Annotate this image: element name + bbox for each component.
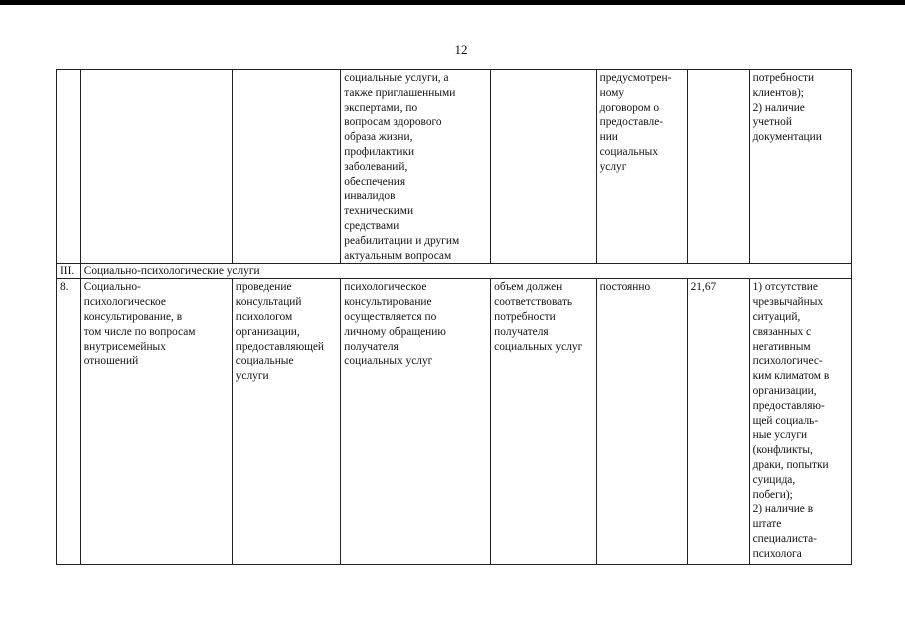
cell-text-line: соответствовать <box>494 296 573 309</box>
cell-text-line: драки, попытки <box>752 458 829 471</box>
cell-text-line: актуальным вопросам <box>344 249 452 262</box>
page-top-border <box>0 0 905 5</box>
cell-text-line: профилактики <box>344 145 415 158</box>
cell-text-line: постоянно <box>599 281 651 294</box>
cell-text-line: 2) наличие <box>752 101 805 114</box>
cell-text-line: консультирование <box>344 296 432 309</box>
cell-text-line: объем должен <box>494 281 563 294</box>
cell-text-line: проведение <box>235 281 292 294</box>
cell-text-line: чрезвычайных <box>752 296 824 309</box>
cell-service-name <box>80 279 232 565</box>
cell-text-line: ные услуги <box>752 429 808 442</box>
cell-text-line: щей социаль- <box>752 414 819 427</box>
cell-text-line: вопросам здорового <box>344 116 442 129</box>
section-number: III. <box>57 264 81 279</box>
cell-text-line: Социально- <box>83 281 141 294</box>
cell-text-line: 1) отсутствие <box>752 281 818 294</box>
cell-number: 8. <box>57 279 81 565</box>
cell-text-line: получателя <box>344 340 399 353</box>
cell-text-line: средствами <box>344 219 400 232</box>
section-row <box>57 264 852 279</box>
cell-text-line: побеги); <box>752 488 793 501</box>
cell-text-line: психолога <box>752 547 802 560</box>
cell-text-line: договором о <box>599 101 660 114</box>
cell-text-line: организации, <box>235 325 300 338</box>
cell-text-line: клиентов); <box>752 86 804 99</box>
cell-text-line: учетной <box>752 116 792 129</box>
table-row-8 <box>57 279 852 565</box>
cell-volume <box>491 279 596 565</box>
cell-text-line: техническими <box>344 205 414 218</box>
cell-text-line: социальных услуг <box>344 355 433 368</box>
cell-text-line: штате <box>752 518 782 531</box>
cell-text-line: потребности <box>752 72 815 84</box>
cell-tariff <box>687 279 749 565</box>
cell-text-line: социальных услуг <box>494 340 583 353</box>
cell-timing <box>596 70 687 264</box>
cell-number <box>57 70 81 264</box>
cell-text-line: экспертами, по <box>344 101 418 114</box>
cell-text-line: ситуаций, <box>752 310 801 323</box>
cell-tariff <box>687 70 749 264</box>
cell-text-line: предоставляющей <box>235 340 325 353</box>
cell-text-line: психологическое <box>344 281 427 294</box>
cell-text-line: инвалидов <box>344 190 396 203</box>
cell-text-line: социальные <box>235 355 294 368</box>
cell-text-line: социальных <box>599 145 659 158</box>
cell-text-line: потребности <box>494 310 556 323</box>
cell-text-line: предоставляю- <box>752 399 825 412</box>
cell-text-line: услуги <box>235 370 269 383</box>
cell-text-line: (конфликты, <box>752 444 813 457</box>
cell-text-line: ному <box>599 86 625 99</box>
page-number: 12 <box>454 42 468 57</box>
cell-text-line: психологическое <box>83 296 166 309</box>
cell-text-line: осуществляется по <box>344 310 437 323</box>
cell-procedure <box>341 279 491 565</box>
cell-procedure <box>341 70 491 264</box>
cell-text-line: ким климатом в <box>752 370 830 383</box>
cell-text-line: предоставле- <box>599 116 664 129</box>
cell-text-line: том числе по вопросам <box>83 325 196 338</box>
cell-service-name <box>80 70 232 264</box>
cell-service-description <box>232 70 341 264</box>
cell-text-line: личному обращению <box>344 325 446 338</box>
cell-volume <box>491 70 596 264</box>
cell-text-line: заболеваний, <box>344 160 408 173</box>
cell-text-line: консультаций <box>235 296 302 309</box>
services-table <box>56 69 852 565</box>
cell-service-description <box>232 279 341 565</box>
cell-text-line: также приглашенными <box>344 86 456 99</box>
cell-text-line: организации, <box>752 384 817 397</box>
cell-text-line: услуг <box>599 160 627 173</box>
cell-text-line: негативным <box>752 340 811 353</box>
cell-text-line: специалиста- <box>752 532 817 545</box>
table-row-continuation <box>57 70 852 264</box>
cell-text-line: суицида, <box>752 473 796 486</box>
cell-text-line: консультирование, в <box>83 310 183 323</box>
cell-text-line: предусмотрен- <box>599 72 672 84</box>
cell-quality-indicators <box>749 70 851 264</box>
cell-text-line: 2) наличие в <box>752 503 814 516</box>
cell-text-line: внутрисемейных <box>83 340 166 353</box>
cell-timing <box>596 279 687 565</box>
cell-text-line: психологом <box>235 310 293 323</box>
cell-text-line: нии <box>599 131 618 144</box>
cell-text-line: обеспечения <box>344 175 406 188</box>
cell-text-line: отношений <box>83 355 139 368</box>
cell-text-line: психологичес- <box>752 355 823 368</box>
cell-text-line: документации <box>752 131 822 144</box>
section-title: Социально-психологические услуги <box>80 264 851 279</box>
cell-text-line: связанных с <box>752 325 812 338</box>
cell-text-line: 21,67 <box>690 281 717 294</box>
cell-text-line: социальные услуги, а <box>344 72 449 84</box>
cell-quality-indicators <box>749 279 851 565</box>
cell-text-line: получателя <box>494 325 549 338</box>
cell-text-line: реабилитации и другим <box>344 234 460 247</box>
cell-text-line: образа жизни, <box>344 131 413 144</box>
